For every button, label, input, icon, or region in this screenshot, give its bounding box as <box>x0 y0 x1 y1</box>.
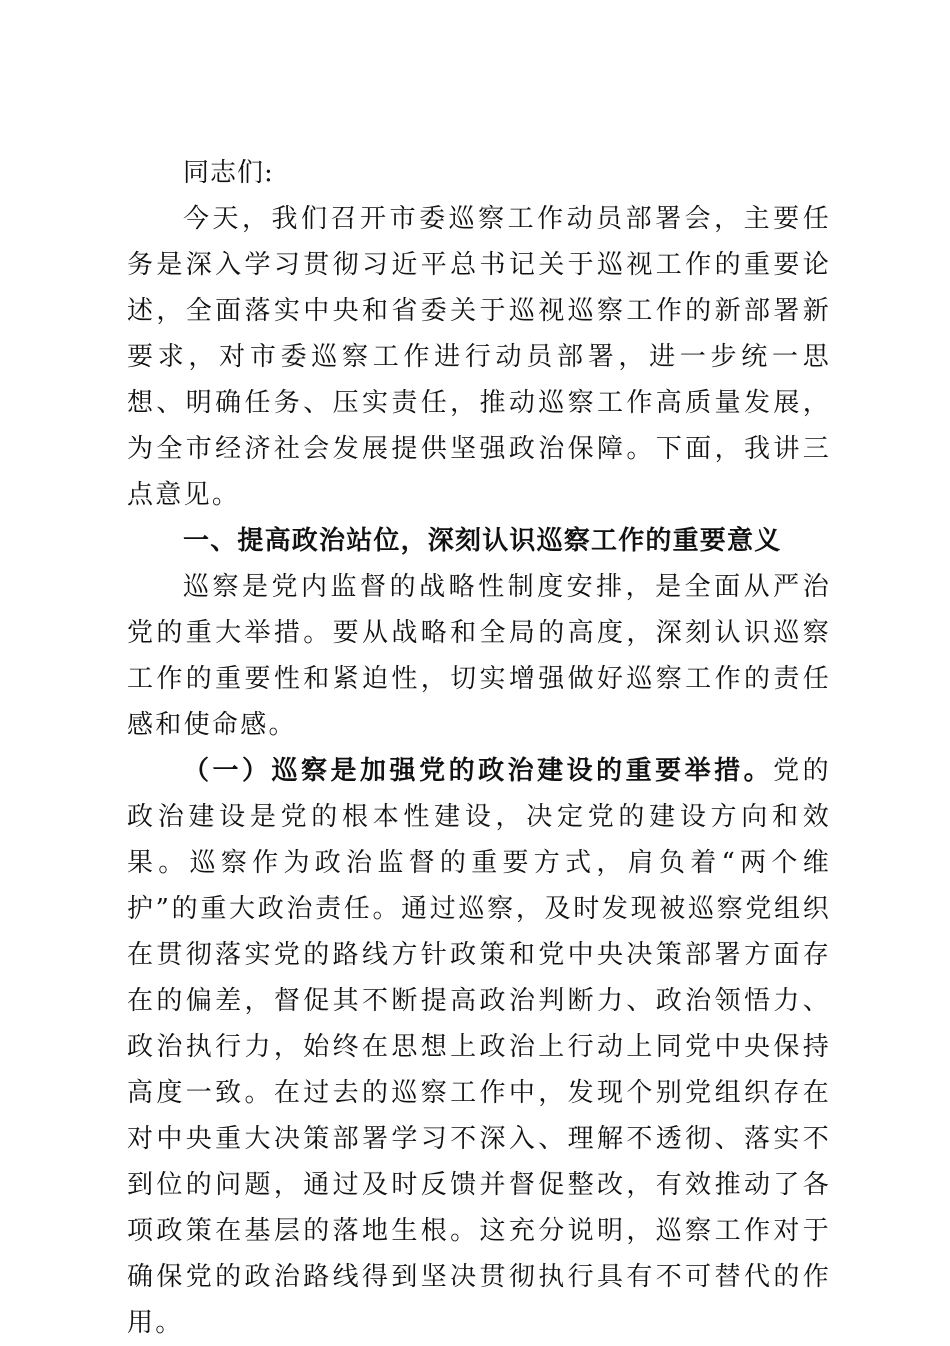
point-1-paragraph <box>127 748 831 1346</box>
document-body <box>127 150 831 1346</box>
section-1-paragraph: 巡察是党内监督的战略性制度安排，是全面从严治党的重大举措。要从战略和全局的高度，深刻认识巡察工作的重要性和紧迫性，切实增强做好巡察工作的责任感和使命感。 <box>127 572 831 740</box>
intro-paragraph: 今天，我们召开市委巡察工作动员部署会，主要任务是深入学习贯彻习近平总书记关于巡视工作的重要论述，全面落实中央和省委关于巡视巡察工作的新部署新要求，对市委巡察工作进行动员部署，进一步统一思想、明确任务、压实责任，推动巡察工作高质量发展，为全市经济社会发展提供坚强政治保障。下面，我讲三点意见。 <box>127 204 831 510</box>
section-1-heading: 一、提高政治站位，深刻认识巡察工作的重要意义 <box>183 526 782 556</box>
point-1-body: 党的政治建设是党的根本性建设，决定党的建设方向和效果。巡察作为政治监督的重要方式，肩负着“两个维护”的重大政治责任。通过巡察，及时发现被巡察党组织在贯彻落实党的路线方针政策和党中央决策部署方面存在的偏差，督促其不断提高政治判断力、政治领悟力、政治执行力，始终在思想上政治上行动上同党中央保持高度一致。在过去的巡察工作中，发现个别党组织存在对中央重大决策部署学习不深入、理解不透彻、落实不到位的问题，通过及时反馈并督促整改，有效推动了各项政策在基层的落地生根。这充分说明，巡察工作对于确保党的政治路线得到坚决贯彻执行具有不可替代的作用。 <box>127 756 831 1338</box>
point-1-lead: （一）巡察是加强党的政治建设的重要举措。 <box>183 756 774 786</box>
salutation: 同志们: <box>183 158 274 188</box>
